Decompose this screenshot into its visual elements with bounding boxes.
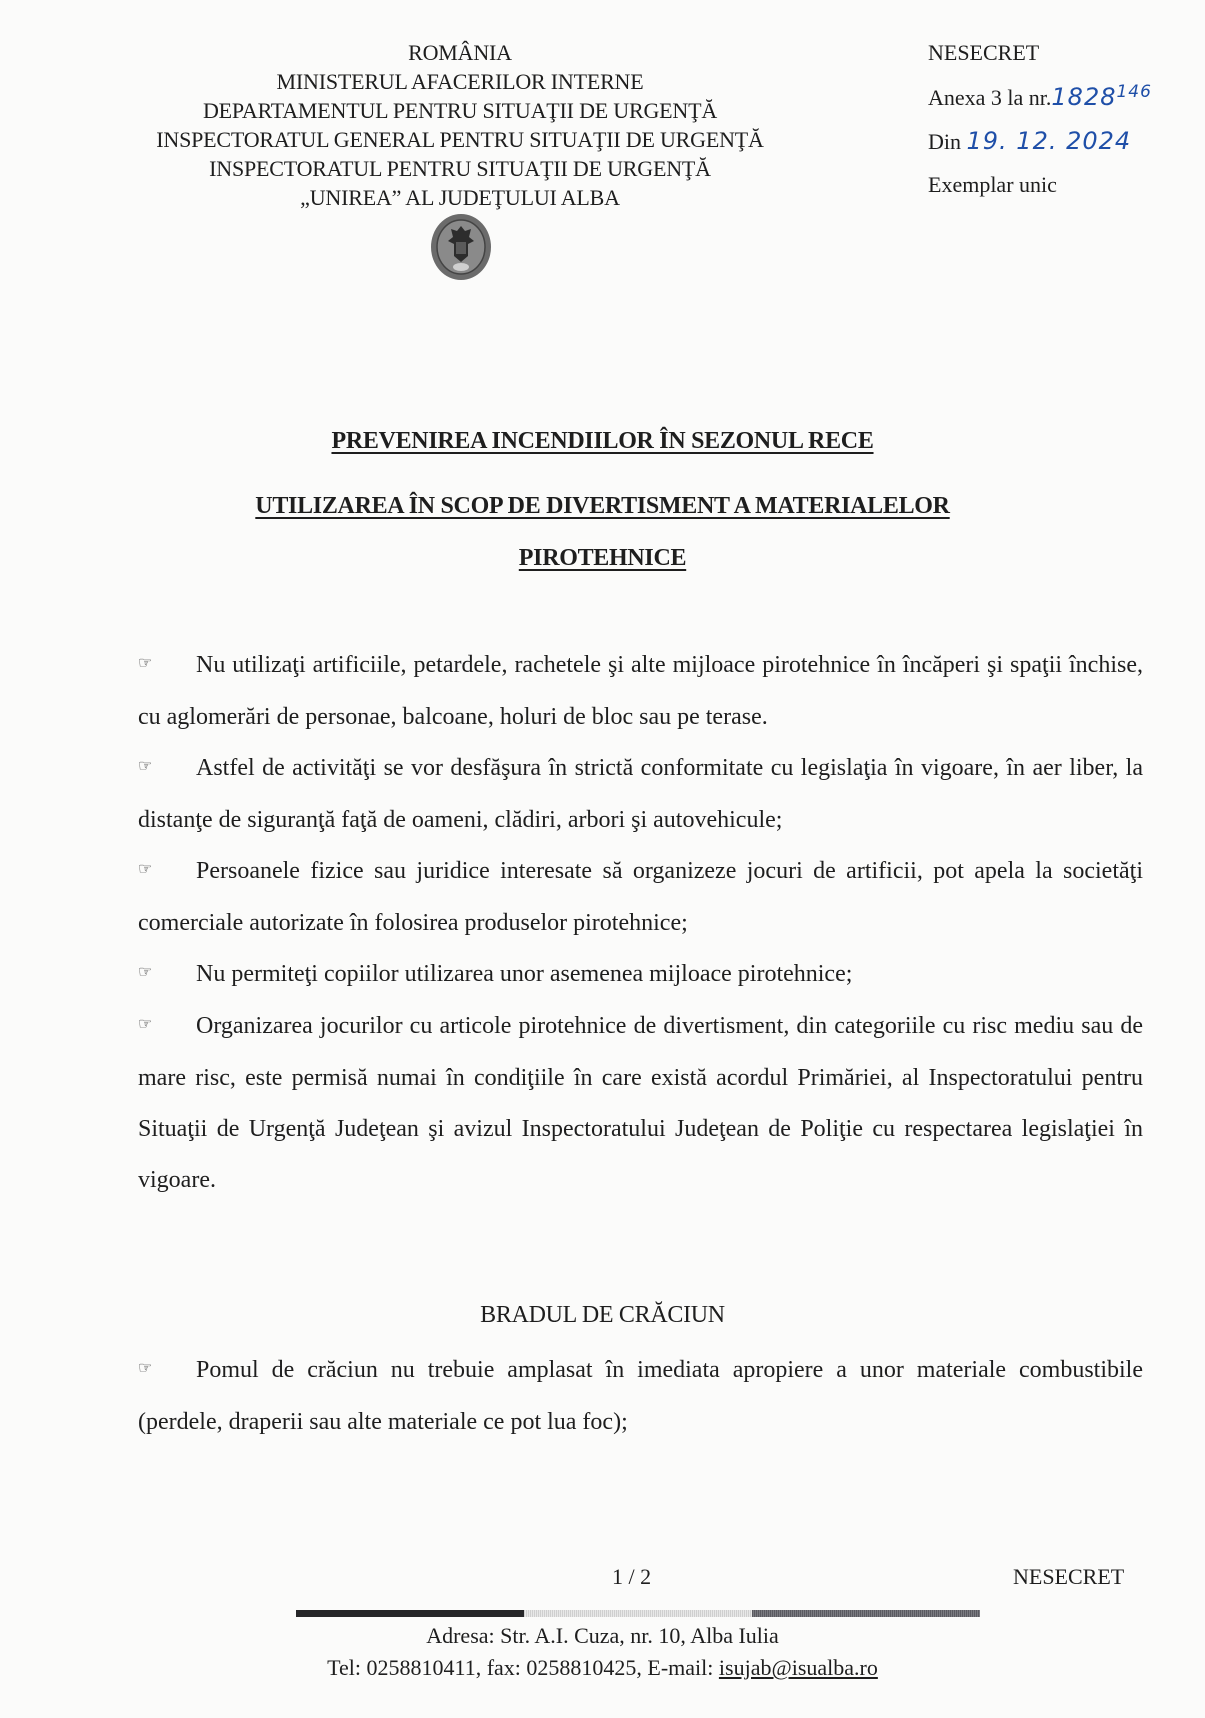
header-line-country: ROMÂNIA: [408, 40, 512, 65]
document-metadata: [928, 38, 1152, 214]
pointing-hand-icon: ☞: [138, 860, 153, 878]
section-heading-christmas-tree: BRADUL DE CRĂCIUN: [480, 1302, 725, 1328]
list-item: [138, 846, 1143, 949]
header-line-county: „UNIREA” AL JUDEŢULUI ALBA: [300, 185, 620, 210]
annex-number-superscript: 146: [1116, 82, 1152, 102]
institution-header: [90, 38, 830, 212]
header-line-department: DEPARTAMENTUL PENTRU SITUAŢII DE URGENŢĂ: [202, 98, 718, 123]
email-link[interactable]: isujab@isualba.ro: [718, 1655, 878, 1680]
christmas-tree-list: [138, 1345, 1143, 1448]
annex-reference: [928, 82, 1152, 126]
pointing-hand-icon: ☞: [138, 963, 153, 981]
annex-number-handwritten: 1828: [1051, 83, 1117, 111]
annex-label: Anexa 3 la nr.: [928, 85, 1052, 110]
list-item-text: Astfel de activităţi se vor desfăşura în strictă conformitate cu legislaţia în vigoare, în aer liber, la distanţe de siguranţă faţă de oameni, clădiri, arbori şi autovehicule;: [138, 754, 1143, 833]
copy-label: Exemplar unic: [928, 172, 1057, 197]
header-line-general-inspectorate: INSPECTORATUL GENERAL PENTRU SITUAŢII DE URGENŢĂ: [156, 127, 764, 152]
subtitle-line-1: UTILIZAREA ÎN SCOP DE DIVERTISMENT A MATERIALELOR: [255, 493, 950, 519]
list-item-text: Organizarea jocurilor cu articole pirotehnice de divertisment, din categoriile cu risc mediu sau de mare risc, este permisă numai în condiţiile în care există acordul Primăriei, al Inspectoratului pentru Situaţii de Urgenţă Judeţean şi avizul Inspectoratului Judeţean de Poliţie cu respectarea legislaţiei în vigoare.: [138, 1012, 1143, 1193]
divider-segment-light: [524, 1610, 752, 1617]
header-line-ministry: MINISTERUL AFACERILOR INTERNE: [276, 69, 644, 94]
list-item: [138, 949, 1143, 1001]
pointing-hand-icon: ☞: [138, 757, 153, 775]
main-title: PREVENIREA INCENDIILOR ÎN SEZONUL RECE: [331, 428, 874, 454]
list-item: [138, 743, 1143, 846]
contact-phone-fax: Tel: 0258810411, fax: 0258810425, E-mail:: [327, 1655, 719, 1680]
header-line-inspectorate: INSPECTORATUL PENTRU SITUAŢII DE URGENŢĂ: [209, 156, 711, 181]
contact-line: [0, 1652, 1205, 1684]
footer-contact: [0, 1620, 1205, 1684]
divider-segment-mid: [752, 1610, 980, 1617]
page-number: 1 / 2: [612, 1564, 652, 1589]
date-handwritten: 19. 12. 2024: [966, 127, 1132, 155]
list-item: [138, 640, 1143, 743]
date-label: Din: [928, 129, 961, 154]
footer-classification: NESECRET: [1013, 1564, 1125, 1589]
subtitle-line-2: PIROTEHNICE: [518, 545, 687, 571]
pointing-hand-icon: ☞: [138, 1359, 153, 1377]
list-item: [138, 1001, 1143, 1206]
list-item-text: Nu utilizaţi artificiile, petardele, rachetele şi alte mijloace pirotehnice în încăperi şi spaţii închise, cu aglomerări de personae, balcoane, holuri de bloc sau pe terase.: [138, 652, 1143, 730]
coat-of-arms-seal-icon: [429, 212, 493, 282]
classification-label: NESECRET: [928, 40, 1040, 65]
list-item-text: Persoanele fizice sau juridice interesate să organizeze jocuri de artificii, pot apela la societăţi comerciale autorizate în folosirea produselor pirotehnice;: [138, 857, 1143, 936]
address-line: Adresa: Str. A.I. Cuza, nr. 10, Alba Iulia: [426, 1623, 779, 1648]
list-item: [138, 1345, 1143, 1448]
list-item-text: Pomul de crăciun nu trebuie amplasat în imediata apropiere a unor materiale combustibile (perdele, draperii sau alte materiale ce pot lua foc);: [138, 1357, 1143, 1435]
footer-divider: [296, 1610, 980, 1617]
divider-segment-dark: [296, 1610, 524, 1617]
pyrotechnics-list: [138, 640, 1143, 1206]
list-item-text: Nu permiteţi copiilor utilizarea unor asemenea mijloace pirotehnice;: [196, 960, 853, 987]
pointing-hand-icon: ☞: [138, 654, 153, 672]
document-date: [928, 126, 1152, 170]
pointing-hand-icon: ☞: [138, 1015, 153, 1033]
